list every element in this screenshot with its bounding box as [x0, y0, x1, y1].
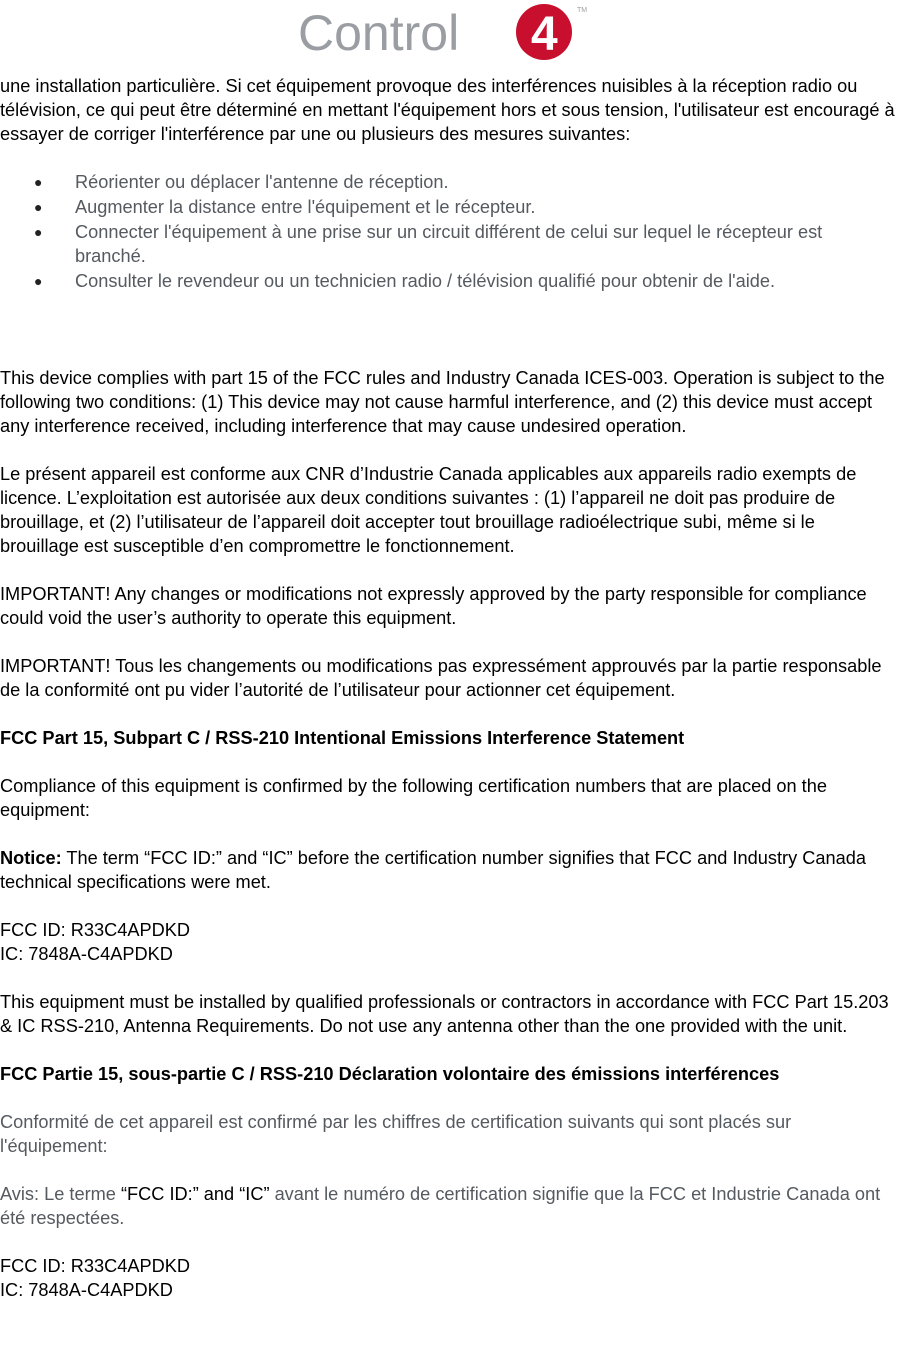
- cert-ids-fr: [0, 1254, 897, 1302]
- bullet-icon: ●: [34, 273, 43, 289]
- fcc-id: FCC ID: R33C4APDKD: [0, 1256, 191, 1276]
- logo-4-mark-icon: [516, 4, 572, 61]
- svg-text:4: 4: [531, 8, 558, 61]
- fcc-compliance-paragraph: This device complies with part 15 of the FCC rules and Industry Canada ICES-003. Operation is subject to the following two conditions: (1) This device may not cause harmful interference, and (2) this device must accept any interference received, including interference that may cause undesired operation.: [0, 368, 885, 436]
- logo-wordmark: Control: [298, 5, 460, 61]
- notice-text: The term “FCC ID:” and “IC” before the certification number signifies that FCC and Industry Canada technical specifications were met.: [0, 848, 866, 892]
- document-body: [0, 74, 897, 1302]
- control4-logo: [296, 0, 606, 70]
- list-item: ● Augmenter la distance entre l'équipement et le récepteur.: [34, 197, 536, 217]
- logo-tm: TM: [577, 7, 588, 14]
- avis-paragraph: Avis: Le terme “FCC ID:” and “IC” avant le numéro de certification signifie que la FCC et Industrie Canada ont été respectées.: [0, 1184, 881, 1228]
- ic-id: IC: 7848A-C4APDKD: [0, 1280, 173, 1300]
- list-item: ● Connecter l'équipement à une prise sur un circuit différent de celui sur lequel le récepteur est branché.: [34, 222, 823, 266]
- measures-list: [0, 170, 897, 293]
- bullet-icon: ●: [34, 199, 43, 215]
- important-en-paragraph: IMPORTANT! Any changes or modifications not expressly approved by the party responsible for compliance could void the user’s authority to operate this equipment.: [0, 584, 867, 628]
- bullet-icon: ●: [34, 174, 43, 190]
- fcc-id: FCC ID: R33C4APDKD: [0, 920, 191, 940]
- list-item: ● Consulter le revendeur ou un technicien radio / télévision qualifié pour obtenir de l'aide.: [34, 271, 776, 291]
- intro-paragraph-fr: une installation particulière. Si cet équipement provoque des interférences nuisibles à la réception radio ou télévision, ce qui peut être déterminé en mettant l'équipement hors et sous tension, l'utilisateur est encouragé à essayer de corriger l'interférence par une ou plusieurs des mesures suivantes:: [0, 76, 895, 144]
- compliance-en-paragraph: Compliance of this equipment is confirmed by the following certification numbers that are placed on the equipment:: [0, 776, 827, 820]
- important-fr-paragraph: IMPORTANT! Tous les changements ou modifications pas expressément approuvés par la partie responsable de la conformité ont pu vider l’autorité de l’utilisateur pour actionner cet équipement.: [0, 656, 882, 700]
- list-item: ● Réorienter ou déplacer l'antenne de réception.: [34, 172, 449, 192]
- bullet-icon: ●: [34, 224, 43, 240]
- cert-ids-en: [0, 918, 897, 966]
- install-en-paragraph: This equipment must be installed by qualified professionals or contractors in accordance with FCC Part 15.203 & IC RSS-210, Antenna Requirements. Do not use any antenna other than the one provided with the unit.: [0, 992, 889, 1036]
- notice-paragraph: [0, 846, 897, 894]
- heading-en: FCC Part 15, Subpart C / RSS-210 Intentional Emissions Interference Statement: [0, 728, 685, 748]
- compliance-fr-paragraph: Conformité de cet appareil est confirmé par les chiffres de certification suivants qui sont placés sur l'équipement:: [0, 1112, 792, 1156]
- cnr-compliance-paragraph: Le présent appareil est conforme aux CNR d’Industrie Canada applicables aux appareils radio exempts de licence. L’exploitation est autorisée aux deux conditions suivantes : (1) l’appareil ne doit pas produire de brouillage, et (2) l’utilisateur de l’appareil doit accepter tout brouillage radioélectrique subi, même si le brouillage est susceptible d’en compromettre le fonctionnement.: [0, 464, 857, 556]
- notice-label: Notice:: [0, 848, 62, 868]
- ic-id: IC: 7848A-C4APDKD: [0, 944, 173, 964]
- heading-fr: FCC Partie 15, sous-partie C / RSS-210 Déclaration volontaire des émissions interférences: [0, 1064, 780, 1084]
